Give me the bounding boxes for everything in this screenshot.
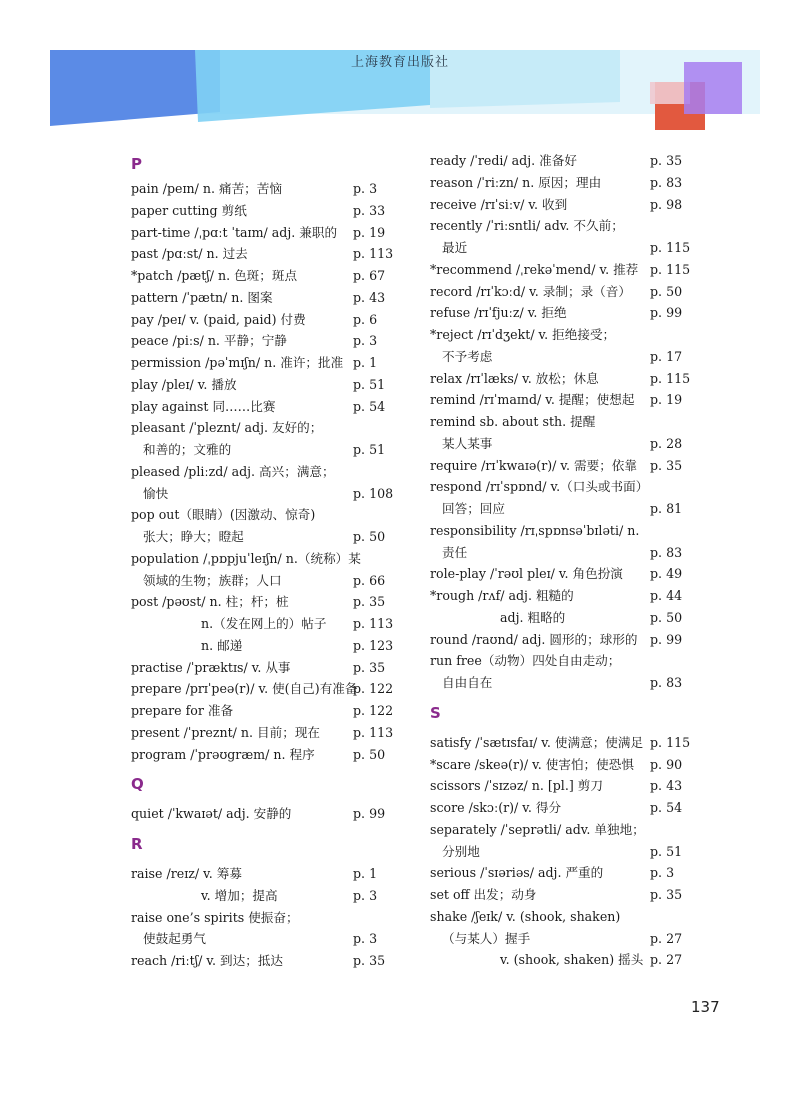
entry-text: post /pəʊst/ n. 柱；杆；桩 — [131, 594, 289, 610]
glossary-entry — [430, 732, 720, 754]
glossary-entry — [430, 928, 720, 950]
entry-page-ref: p. 98 — [650, 196, 683, 212]
glossary-entry — [430, 498, 720, 520]
entry-text: satisfy /ˈsætɪsfaɪ/ v. 使满意；使满足 — [430, 734, 644, 750]
entry-page-ref: p. 83 — [650, 544, 683, 560]
entry-text: paper cutting 剪纸 — [131, 202, 247, 218]
entry-page-ref: p. 90 — [650, 756, 683, 772]
entry-text: 不予考虑 — [442, 348, 493, 364]
section-letter: R — [131, 835, 143, 853]
entry-page-ref: p. 123 — [353, 637, 394, 653]
glossary-entry — [430, 368, 720, 390]
entry-text: scissors /ˈsɪzəz/ n. [pl.] 剪刀 — [430, 778, 603, 794]
glossary-entry — [430, 629, 720, 651]
entry-text: play /pleɪ/ v. 播放 — [131, 376, 237, 392]
entry-page-ref: p. 50 — [650, 609, 683, 625]
entry-text: shake /ʃeɪk/ v. (shook, shaken) — [430, 908, 621, 924]
entry-text: reason /ˈriːzn/ n. 原因；理由 — [430, 174, 602, 190]
entry-text: pleasant /ˈpleznt/ adj. 友好的； — [131, 420, 323, 436]
entry-text: record /rɪˈkɔːd/ v. 录制；录（音） — [430, 283, 631, 299]
entry-page-ref: p. 1 — [353, 355, 378, 370]
glossary-entry — [131, 396, 391, 418]
entry-page-ref: p. 35 — [650, 153, 683, 168]
entry-text: run free（动物）四处自由走动； — [430, 653, 621, 669]
section-letter: Q — [131, 775, 144, 794]
header-banner — [0, 0, 800, 135]
entry-page-ref: p. 3 — [353, 181, 378, 196]
entry-page-ref: p. 83 — [650, 675, 683, 690]
glossary-entry — [430, 819, 720, 841]
glossary-entry — [131, 744, 391, 766]
entry-text: 和善的；文雅的 — [143, 442, 232, 457]
entry-text: 某人某事 — [442, 435, 493, 451]
glossary-entry — [131, 243, 394, 265]
entry-page-ref: p. 19 — [353, 224, 386, 240]
glossary-entry — [131, 885, 391, 907]
entry-text: respond /rɪˈspɒnd/ v.（口头或书面） — [430, 479, 649, 495]
glossary-entry — [430, 650, 720, 672]
entry-text: 最近 — [442, 240, 468, 255]
glossary-entry — [430, 215, 720, 237]
entry-text: require /rɪˈkwaɪə(r)/ v. 需要；依靠 — [430, 457, 637, 473]
entry-page-ref: p. 66 — [353, 572, 386, 588]
entry-page-ref: p. 99 — [650, 305, 683, 321]
entry-text: practise /ˈpræktɪs/ v. 从事 — [131, 659, 291, 675]
glossary-entry — [131, 635, 394, 657]
glossary-entry — [430, 542, 720, 564]
entry-text: refuse /rɪˈfjuːz/ v. 拒绝 — [430, 305, 567, 321]
glossary-entry — [131, 200, 391, 222]
glossary-entry — [131, 657, 391, 679]
entry-page-ref: p. 50 — [353, 746, 386, 762]
entry-page-ref: p. 43 — [353, 289, 386, 305]
entry-text: serious /ˈsɪəriəs/ adj. 严重的 — [430, 865, 604, 881]
entry-text: 回答；回应 — [442, 501, 505, 516]
entry-text: permission /pəˈmɪʃn/ n. 准许；批准 — [131, 355, 344, 370]
glossary-entry — [430, 194, 720, 216]
glossary-entry — [131, 352, 391, 374]
entry-text: set off 出发；动身 — [430, 887, 537, 902]
glossary-entry — [430, 259, 720, 281]
entry-page-ref: p. 50 — [353, 529, 386, 544]
entry-page-ref: p. 3 — [353, 333, 378, 349]
entry-page-ref: p. 108 — [353, 485, 394, 501]
entry-page-ref: p. 99 — [353, 806, 386, 822]
entry-text: raise one’s spirits 使振奋； — [131, 909, 299, 925]
entry-page-ref: p. 27 — [650, 930, 683, 946]
entry-page-ref: p. 51 — [353, 376, 386, 392]
glossary-entry — [430, 797, 720, 819]
entry-page-ref: p. 35 — [353, 659, 386, 675]
entry-text: pay /peɪ/ v. (paid, paid) 付费 — [131, 311, 306, 327]
glossary-left-column — [131, 150, 394, 972]
entry-page-ref: p. 35 — [353, 953, 386, 968]
entry-text: n. 邮递 — [201, 637, 243, 653]
entry-text: *patch /pætʃ/ n. 色斑；斑点 — [131, 268, 298, 283]
glossary-entry — [430, 172, 720, 194]
entry-page-ref: p. 50 — [650, 283, 683, 299]
glossary-entry — [131, 613, 394, 635]
entry-text: *scare /skeə(r)/ v. 使害怕；使恐惧 — [430, 756, 634, 772]
entry-text: score /skɔː(r)/ v. 得分 — [430, 800, 562, 815]
entry-page-ref: p. 1 — [353, 866, 378, 881]
entry-text: reach /riːtʃ/ v. 到达；抵达 — [131, 953, 284, 968]
glossary-entry — [131, 803, 391, 825]
glossary-entry — [131, 570, 391, 592]
entry-text: pleased /pliːzd/ adj. 高兴；满意； — [131, 463, 335, 479]
glossary-entry — [430, 754, 720, 776]
entry-text: 分别地 — [442, 843, 480, 859]
glossary-entry — [430, 884, 720, 906]
entry-text: responsibility /rɪˌspɒnsəˈbɪləti/ n. — [430, 522, 640, 538]
entry-page-ref: p. 115 — [650, 261, 691, 277]
glossary-entry — [131, 222, 391, 244]
glossary-entry — [430, 906, 720, 928]
entry-page-ref: p. 28 — [650, 435, 683, 451]
section-letter: S — [430, 703, 441, 722]
entry-page-ref: p. 115 — [650, 370, 691, 386]
entry-text: prepare /prɪˈpeə(r)/ v. 使(自己)有准备 — [131, 681, 358, 697]
glossary-entry — [131, 265, 391, 287]
entry-text: pattern /ˈpætn/ n. 图案 — [131, 289, 273, 305]
entry-text: program /ˈprəʊgræm/ n. 程序 — [131, 746, 315, 762]
entry-page-ref: p. 83 — [650, 174, 683, 190]
entry-page-ref: p. 113 — [353, 724, 394, 740]
glossary-entry — [430, 862, 720, 884]
glossary-entry — [131, 483, 394, 505]
glossary-entry — [430, 455, 720, 477]
entry-page-ref: p. 35 — [353, 594, 386, 610]
entry-text: population /ˌpɒpjuˈleɪʃn/ n.（统称）某 — [131, 550, 361, 566]
entry-page-ref: p. 49 — [650, 566, 683, 582]
entry-text: relax /rɪˈlæks/ v. 放松；休息 — [430, 370, 599, 386]
glossary-entry — [430, 585, 720, 607]
entry-text: n.（发在网上的）帖子 — [201, 616, 327, 631]
entry-page-ref: p. 44 — [650, 588, 683, 603]
glossary-entry — [131, 309, 391, 331]
entry-page-ref: p. 51 — [650, 843, 683, 859]
glossary-entry — [131, 287, 391, 309]
glossary-entry — [430, 302, 720, 324]
entry-text: raise /reɪz/ v. 筹募 — [131, 866, 242, 881]
entry-text: remind sb. about sth. 提醒 — [430, 414, 596, 429]
entry-page-ref: p. 122 — [353, 703, 394, 718]
entry-text: quiet /ˈkwaɪət/ adj. 安静的 — [131, 806, 292, 822]
glossary-entry — [430, 563, 720, 585]
entry-text: v. 增加；提高 — [201, 887, 278, 903]
entry-text: v. (shook, shaken) 摇头 — [500, 952, 644, 968]
entry-text: *recommend /ˌrekəˈmend/ v. 推荐 — [430, 261, 639, 277]
entry-text: 自由自在 — [442, 675, 493, 690]
glossary-entry — [430, 841, 720, 863]
glossary-entry — [131, 722, 394, 744]
entry-text: past /pɑːst/ n. 过去 — [131, 246, 248, 262]
entry-text: recently /ˈriːsntli/ adv. 不久前； — [430, 218, 624, 234]
glossary-entry — [131, 591, 391, 613]
entry-text: 张大；睁大；瞪起 — [143, 529, 244, 544]
entry-text: 责任 — [442, 544, 468, 560]
entry-page-ref: p. 115 — [650, 240, 691, 255]
glossary-entry — [131, 330, 391, 352]
entry-page-ref: p. 113 — [353, 616, 394, 631]
glossary-entry — [131, 504, 391, 526]
entry-page-ref: p. 33 — [353, 202, 386, 218]
entry-text: ready /ˈredi/ adj. 准备好 — [430, 153, 577, 168]
entry-page-ref: p. 54 — [353, 398, 386, 414]
entry-page-ref: p. 3 — [353, 931, 378, 947]
glossary-entry — [430, 433, 720, 455]
glossary-entry — [131, 678, 394, 700]
glossary-entry — [430, 411, 720, 433]
glossary-entry — [430, 476, 720, 498]
entry-page-ref: p. 113 — [353, 246, 394, 262]
glossary-entry — [430, 324, 720, 346]
entry-text: receive /rɪˈsiːv/ v. 收到 — [430, 196, 568, 212]
glossary-entry — [131, 374, 391, 396]
entry-text: （与某人）握手 — [442, 930, 531, 946]
entry-page-ref: p. 51 — [353, 442, 386, 457]
entry-page-ref: p. 99 — [650, 631, 683, 647]
entry-page-ref: p. 43 — [650, 778, 683, 794]
entry-text: remind /rɪˈmaɪnd/ v. 提醒；使想起 — [430, 392, 635, 408]
glossary-entry — [131, 907, 391, 929]
glossary-entry — [430, 150, 720, 172]
entry-page-ref: p. 35 — [650, 457, 683, 473]
entry-page-ref: p. 115 — [650, 734, 691, 750]
entry-page-ref: p. 17 — [650, 348, 683, 364]
entry-page-ref: p. 35 — [650, 887, 683, 902]
publisher-name: 上海教育出版社 — [350, 55, 449, 70]
glossary-entry — [131, 863, 391, 885]
entry-text: 愉快 — [143, 485, 169, 501]
glossary-entry — [131, 548, 391, 570]
entry-text: *rough /rʌf/ adj. 粗糙的 — [430, 588, 574, 603]
glossary-entry — [430, 520, 720, 542]
entry-page-ref: p. 27 — [650, 952, 683, 968]
glossary-entry — [430, 281, 720, 303]
glossary-entry — [430, 237, 720, 259]
entry-text: part-time /ˌpɑːt ˈtaɪm/ adj. 兼职的 — [131, 224, 338, 240]
glossary-right-column — [430, 150, 720, 971]
entry-text: role-play /ˈrəʊl pleɪ/ v. 角色扮演 — [430, 566, 623, 582]
glossary-entry — [430, 607, 720, 629]
section-letter: P — [131, 155, 142, 173]
entry-text: 使鼓起勇气 — [143, 931, 206, 947]
entry-text: adj. 粗略的 — [500, 609, 566, 625]
entry-text: peace /piːs/ n. 平静；宁静 — [131, 333, 287, 349]
page-number: 137 — [691, 998, 720, 1016]
entry-text: pain /peɪn/ n. 痛苦；苦恼 — [131, 181, 282, 196]
entry-page-ref: p. 122 — [353, 681, 394, 697]
glossary-entry — [131, 178, 391, 200]
glossary-entry — [131, 417, 391, 439]
glossary-entry — [131, 526, 391, 548]
entry-text: present /ˈpreznt/ n. 目前；现在 — [131, 724, 321, 740]
entry-page-ref: p. 3 — [353, 887, 378, 903]
entry-text: prepare for 准备 — [131, 703, 234, 718]
entry-page-ref: p. 19 — [650, 392, 683, 408]
glossary-entry — [131, 950, 391, 972]
entry-text: separately /ˈseprətli/ adv. 单独地； — [430, 821, 645, 837]
glossary-entry — [131, 439, 391, 461]
glossary-entry — [430, 672, 720, 694]
glossary-entry — [131, 928, 391, 950]
entry-text: 领域的生物；族群；人口 — [143, 572, 282, 588]
glossary-entry — [131, 700, 394, 722]
glossary-entry — [430, 389, 720, 411]
glossary-entry — [430, 346, 720, 368]
entry-page-ref: p. 67 — [353, 268, 386, 283]
entry-page-ref: p. 81 — [650, 501, 683, 516]
entry-text: play against 同……比赛 — [131, 398, 276, 414]
glossary-entry — [430, 775, 720, 797]
entry-page-ref: p. 54 — [650, 800, 683, 815]
glossary-entry — [430, 949, 720, 971]
entry-page-ref: p. 3 — [650, 865, 675, 881]
entry-text: pop out（眼睛）(因激动、惊奇) — [131, 507, 316, 523]
entry-page-ref: p. 6 — [353, 311, 378, 327]
entry-text: round /raʊnd/ adj. 圆形的；球形的 — [430, 631, 638, 647]
entry-text: *reject /rɪˈdʒekt/ v. 拒绝接受； — [430, 327, 616, 342]
glossary-entry — [131, 461, 391, 483]
